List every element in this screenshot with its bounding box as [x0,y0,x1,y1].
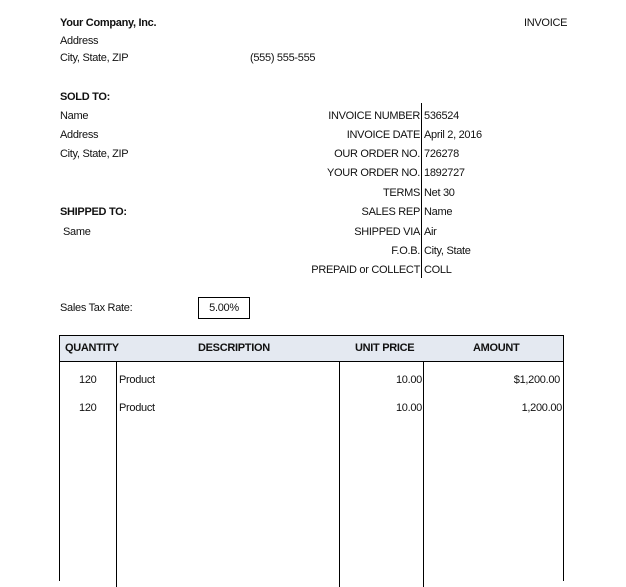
column-divider-quantity [116,362,117,587]
sold-to-address: Address [60,129,99,141]
invoice-date-label: INVOICE DATE [346,129,420,141]
row-2-quantity: 120 [79,402,97,414]
sales-rep-value: Name [424,206,453,218]
table-header [60,336,563,362]
row-1-description: Product [119,374,155,386]
document-title: INVOICE [524,17,568,29]
header-quantity: QUANTITY [65,342,119,354]
sales-rep-label: SALES REP [361,206,420,218]
our-order-label: OUR ORDER NO. [334,148,420,160]
sold-to-city-state-zip: City, State, ZIP [60,148,129,160]
our-order-value: 726278 [424,148,459,160]
company-address: Address [60,35,99,47]
shipped-via-value: Air [424,226,437,238]
terms-value: Net 30 [424,187,455,199]
column-divider-unit-price [423,362,424,587]
row-2-description: Product [119,402,155,414]
invoice-date-value: April 2, 2016 [424,129,482,141]
header-description: DESCRIPTION [198,342,270,354]
shipped-via-label: SHIPPED VIA [354,226,420,238]
sales-tax-label: Sales Tax Rate: [60,302,133,314]
shipped-to-heading: SHIPPED TO: [60,206,127,218]
details-divider [421,103,422,278]
prepaid-collect-label: PREPAID or COLLECT [311,264,420,276]
row-1-quantity: 120 [79,374,97,386]
sold-to-name: Name [60,110,89,122]
line-items-table [59,335,564,581]
fob-label: F.O.B. [391,245,420,257]
row-2-amount: 1,200.00 [521,402,562,414]
your-order-label: YOUR ORDER NO. [327,167,420,179]
prepaid-collect-value: COLL [424,264,452,276]
shipped-to-value: Same [63,226,91,238]
invoice-number-value: 536524 [424,110,459,122]
row-1-amount: $1,200.00 [513,374,560,386]
company-phone: (555) 555-555 [250,52,316,64]
sales-tax-rate-field[interactable]: 5.00% [198,297,250,319]
terms-label: TERMS [382,187,420,199]
row-1-unit-price: 10.00 [395,374,422,386]
header-amount: AMOUNT [473,342,520,354]
sold-to-heading: SOLD TO: [60,91,110,103]
company-city-state-zip: City, State, ZIP [60,52,129,64]
row-2-unit-price: 10.00 [395,402,422,414]
fob-value: City, State [424,245,471,257]
column-divider-description [339,362,340,587]
invoice-number-label: INVOICE NUMBER [328,110,420,122]
your-order-value: 1892727 [424,167,465,179]
header-unit-price: UNIT PRICE [355,342,415,354]
company-name: Your Company, Inc. [60,17,157,29]
